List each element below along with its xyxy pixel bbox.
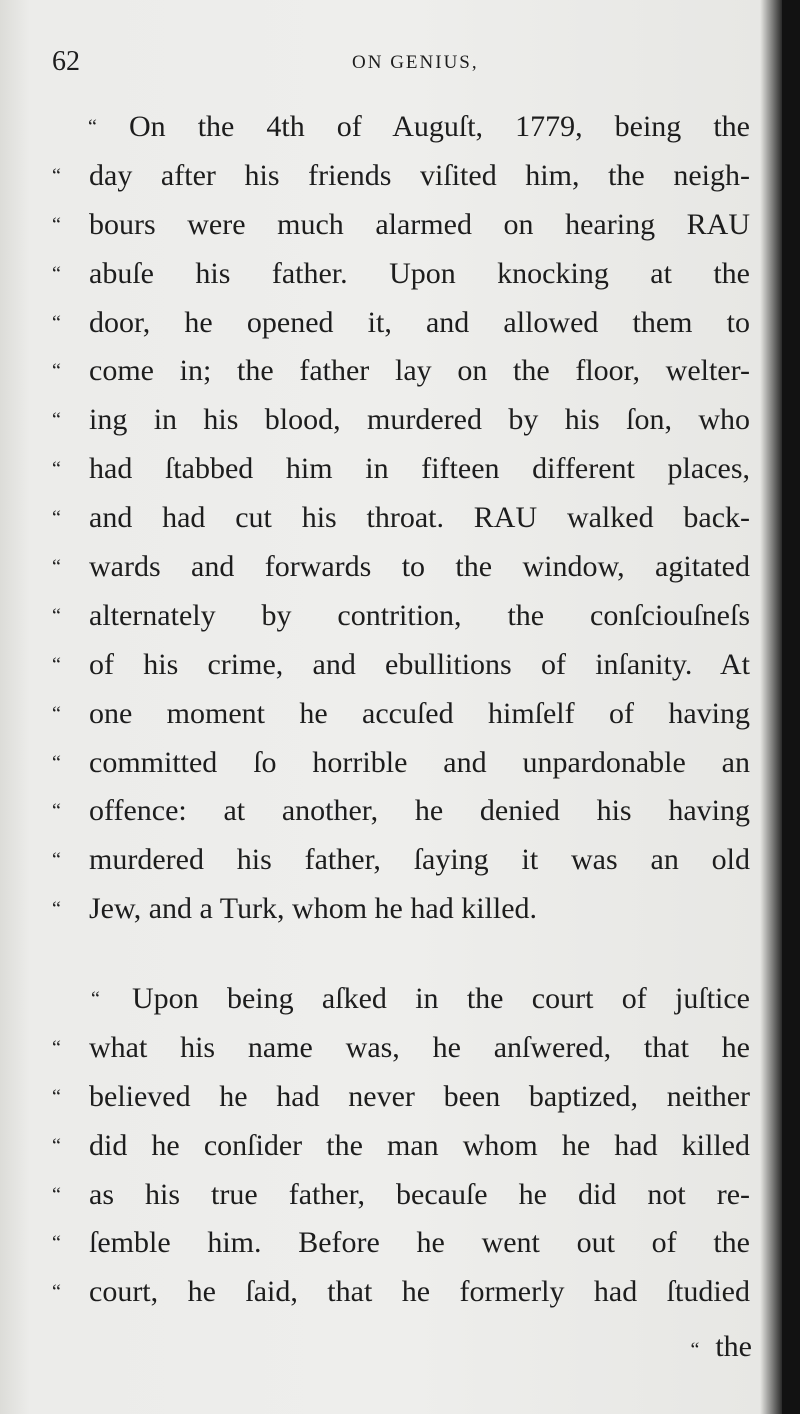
line-text: of his crime, and ebullitions of inſanity. At [89,647,750,681]
line-text: ſemble him. Before he went out of the [89,1226,750,1260]
catchword [690,1330,752,1364]
paragraph-2 [0,975,800,1317]
line-text: offence: at another, he denied his having [89,794,750,828]
line-text: murdered his father, ſaying it was an old [89,843,750,877]
text-line [0,347,800,396]
line-text: as his true father, becauſe he did not re- [89,1177,750,1211]
text-line [0,152,800,201]
text-line [0,1122,800,1171]
running-head: ON GENIUS, [352,52,479,73]
quote-mark: “ [52,409,61,432]
quote-mark: “ [52,164,61,187]
text-line [0,592,800,641]
text-line [0,1171,800,1220]
text-line [0,103,800,152]
page-edge-shadow [782,0,800,1414]
quote-mark: “ [52,898,61,921]
line-text: committed ſo horrible and unpardonable an [89,745,750,779]
line-text: Jew, and a Turk, whom he had killed. [89,892,538,926]
quote-mark: “ [52,1085,61,1108]
line-text: and had cut his throat. RAU walked back- [89,501,750,535]
quote-mark: “ [91,988,100,1010]
text-line [0,885,800,934]
quote-mark: “ [52,1183,61,1206]
text-line [0,1219,800,1268]
text-line [0,690,800,739]
quote-mark: “ [52,653,61,676]
text-line [0,494,800,543]
quote-mark: “ [52,458,61,481]
text-line [0,641,800,690]
line-text: court, he ſaid, that he formerly had ſtudied [89,1275,750,1309]
quote-mark: “ [52,604,61,627]
text-line [0,1268,800,1317]
line-text: day after his friends viſited him, the neigh- [89,158,750,192]
line-text: Upon being aſked in the court of juſtice [132,982,750,1015]
catchword-quote-mark: “ [690,1339,700,1361]
text-line [0,396,800,445]
catchword-text: the [715,1330,752,1363]
text-line [0,739,800,788]
line-text: On the 4th of Auguſt, 1779, being the [129,110,750,143]
line-text: abuſe his father. Upon knocking at the [89,256,750,290]
page-number: 62 [52,46,80,77]
line-text: did he conſider the man whom he had killed [89,1128,750,1162]
text-line [0,975,800,1024]
line-text: ing in his blood, murdered by his ſon, who [89,403,750,437]
text-line [0,836,800,885]
quote-mark: “ [52,213,61,236]
line-text: alternately by contrition, the conſciouſneſs [89,598,750,632]
quote-mark: “ [52,1036,61,1059]
line-text: believed he had never been baptized, neither [89,1079,750,1113]
line-text: one moment he accuſed himſelf of having [89,696,750,730]
quote-mark: “ [52,556,61,579]
quote-mark: “ [52,262,61,285]
quote-mark: “ [52,1281,61,1304]
text-line [0,201,800,250]
page-header [50,46,750,86]
line-text: come in; the father lay on the floor, welter- [89,354,750,388]
text-line [0,445,800,494]
text-line [0,299,800,348]
quote-mark: “ [52,1232,61,1255]
quote-mark: “ [52,751,61,774]
quote-mark: “ [52,849,61,872]
paragraph-1 [0,103,800,934]
line-text: bours were much alarmed on hearing RAU [89,207,750,241]
quote-mark: “ [52,311,61,334]
quote-mark: “ [52,702,61,725]
line-text: door, he opened it, and allowed them to [89,305,750,339]
text-line [0,787,800,836]
line-text: wards and forwards to the window, agitated [89,550,750,584]
quote-mark: “ [52,507,61,530]
text-line [0,1024,800,1073]
quote-mark: “ [52,800,61,823]
line-text: what his name was, he anſwered, that he [89,1030,750,1064]
quote-mark: “ [88,116,97,138]
quote-mark: “ [52,360,61,383]
line-text: had ſtabbed him in fifteen different places, [89,452,750,486]
text-line [0,1073,800,1122]
text-line [0,543,800,592]
quote-mark: “ [52,1134,61,1157]
text-line [0,250,800,299]
